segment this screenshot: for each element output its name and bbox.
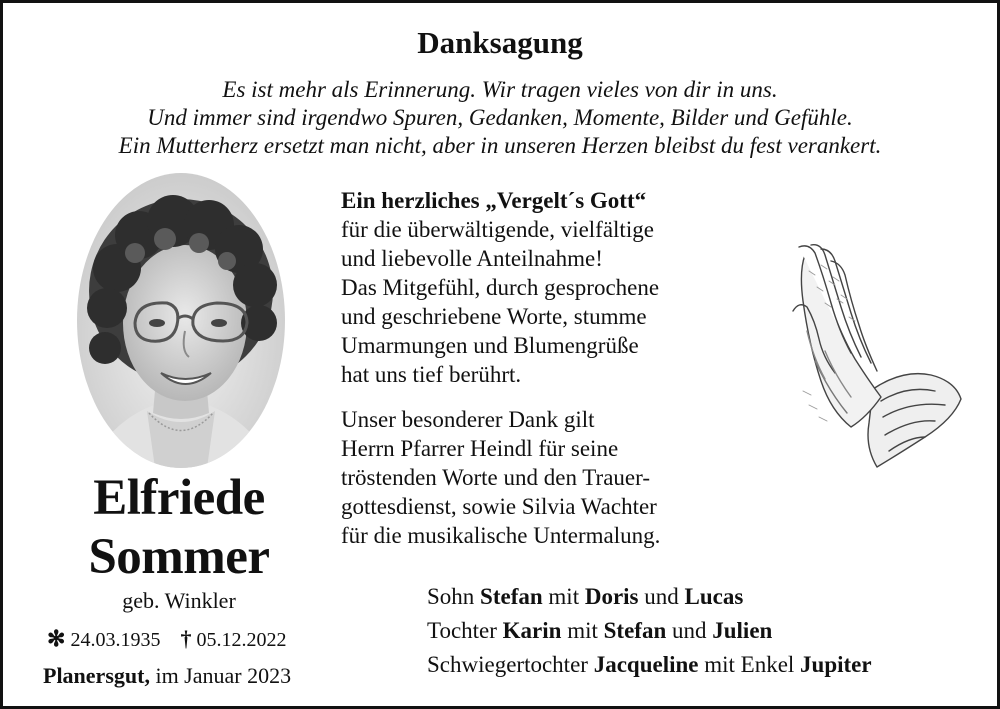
family-name: Stefan [480, 584, 543, 609]
family-connector: mit Enkel [698, 652, 801, 677]
thanks-heading: Ein herzliches „Vergelt´s Gott“ [341, 188, 647, 213]
quote-line-3: Ein Mutterherz ersetzt man nicht, aber in unseren Herzen bleibst du fest verankert. [118, 133, 882, 158]
praying-hands-icon [785, 241, 963, 471]
family-grandchild: Jupiter [800, 652, 872, 677]
notice-title: Danksagung [417, 25, 583, 60]
quote-line-1: Es ist mehr als Erinnerung. Wir tragen vieles von dir in uns. [222, 77, 778, 102]
deceased-last-name: Sommer [88, 529, 270, 585]
family-name: Karin [502, 618, 562, 643]
thanks-line: Unser besonderer Dank gilt [341, 407, 595, 432]
deceased-first-name: Elfriede [93, 470, 265, 526]
family-child: Lucas [684, 584, 744, 609]
family-connector: mit [561, 618, 604, 643]
family-role: Schwiegertochter [427, 652, 594, 677]
family-child: Julien [712, 618, 773, 643]
birth-star-icon: ✻ [47, 626, 66, 651]
thanks-line: und liebevolle Anteilnahme! [341, 246, 603, 271]
birth-date: 24.03.1935 [70, 629, 161, 651]
place-name: Planersgut, [43, 663, 150, 688]
family-connector: mit [542, 584, 585, 609]
family-line-2 [427, 618, 772, 644]
family-role: Tochter [427, 618, 503, 643]
thanks-line: für die überwältigende, vielfältige [341, 217, 654, 242]
family-line-3 [427, 652, 872, 678]
quote-line-2: Und immer sind irgendwo Spuren, Gedanken, Momente, Bilder und Gefühle. [147, 105, 853, 130]
family-connector: und [638, 584, 685, 609]
death-date: 05.12.2022 [196, 629, 287, 651]
thanks-line: Herrn Pfarrer Heindl für seine [341, 436, 619, 461]
family-role: Sohn [427, 584, 481, 609]
thanks-line: Das Mitgefühl, durch gesprochene [341, 275, 660, 300]
thanks-line: für die musikalische Untermalung. [341, 523, 661, 548]
portrait-photo [77, 173, 285, 468]
family-partner: Doris [584, 584, 639, 609]
birth-name: geb. Winkler [122, 588, 236, 613]
notice-date: im Januar 2023 [149, 663, 292, 688]
thanks-line: tröstenden Worte und den Trauer- [341, 465, 650, 490]
life-dates [47, 626, 286, 652]
family-line-1 [427, 584, 743, 610]
place-and-date [43, 663, 291, 689]
thanks-line: und geschriebene Worte, stumme [341, 304, 647, 329]
death-cross-icon: † [180, 626, 192, 651]
family-connector: und [666, 618, 713, 643]
family-partner: Stefan [603, 618, 667, 643]
thanks-line: gottesdienst, sowie Silvia Wachter [341, 494, 657, 519]
family-name: Jacqueline [593, 652, 699, 677]
thanks-line: hat uns tief berührt. [341, 362, 522, 387]
thanks-line: Umarmungen und Blumengrüße [341, 333, 639, 358]
